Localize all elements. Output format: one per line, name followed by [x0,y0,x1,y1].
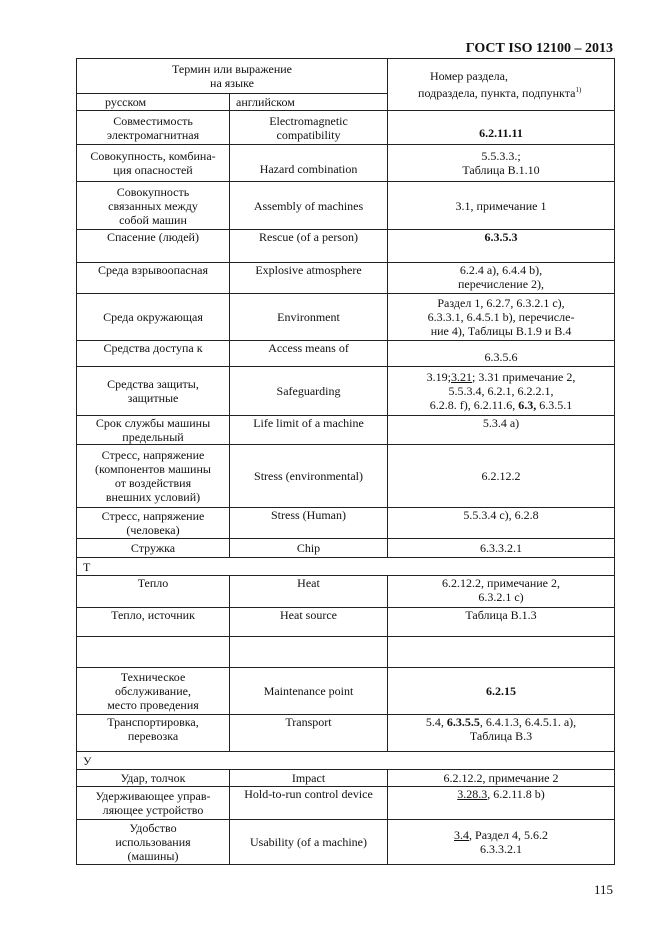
header-russian-cell: русском [77,94,230,111]
ref-line: 6.2.11.11 [479,125,523,140]
term-ru-line: Среда окружающая [103,310,203,324]
empty-row [77,637,615,668]
term-en-cell [230,608,388,637]
ref-line: 6.2.12.2, примечание 2 [443,771,559,785]
letter-section-row [77,752,615,770]
ref-cell [388,787,615,820]
term-ru-line: (человека) [126,523,180,537]
header-ref-line1: Номер раздела, [430,69,508,83]
term-ru-line: (компонентов машины [95,462,211,476]
term-ru-line: Стресс, напряжение [101,448,205,462]
term-en-cell [230,539,388,558]
term-en-cell [230,263,388,294]
header-ref-cell [388,59,615,111]
table-row [77,508,615,539]
ref-part: , 6.2.11.8 b) [487,787,545,801]
term-ru-line: (машины) [127,849,179,863]
term-ru-cell [77,787,230,820]
ref-line: 5.3.4 а) [482,416,520,430]
term-ru-cell [77,608,230,637]
term-en-line: Rescue (of a person) [259,230,358,244]
term-ru-cell [77,263,230,294]
term-ru-line: место проведения [107,698,199,712]
table-row [77,445,615,508]
ref-cell [388,182,615,230]
term-en-cell [230,111,388,145]
term-ru-cell [77,145,230,182]
ref-cell [388,608,615,637]
table-row [77,787,615,820]
table-row [77,230,615,263]
term-ru-cell [77,182,230,230]
term-en-cell [230,145,388,182]
ref-part: 3.19; [426,370,452,384]
ref-line: 5.5.3.4, 6.2.1, 6.2.2.1, [448,384,554,398]
term-en-line: Stress (Human) [271,508,346,522]
glossary-table [76,58,615,865]
term-ru-cell [77,539,230,558]
term-ru-line: внешних условий) [105,490,201,504]
document-header: ГОСТ ISO 12100 – 2013 [465,41,613,56]
term-ru-line: ляющее устройство [102,803,204,817]
ref-line: Таблица В.1.3 [465,608,537,622]
table-row [77,416,615,445]
header-terms-line2: на языке [210,76,254,90]
ref-part: 3.21 [451,370,473,384]
ref-line [391,370,611,384]
ref-part: 6.2.8. f), 6.2.11.6, [429,398,516,412]
ref-cell [388,820,615,865]
term-ru-cell [77,416,230,445]
table-row [77,367,615,416]
table-header-row [77,59,615,94]
term-en-line: Chip [296,541,321,555]
term-en-line: Heat [297,576,320,590]
ref-part: 3.28.3 [457,787,488,801]
term-ru-line: Срок службы машины [95,416,211,430]
term-en-cell [230,820,388,865]
empty-cell [77,637,230,668]
ref-line: 6.3.3.2.1 [480,541,523,555]
term-ru-cell [77,820,230,865]
term-en-line: Stress (environmental) [254,469,363,483]
ref-cell [388,715,615,752]
term-ru-line: Совокупность [116,184,190,199]
table-row [77,770,615,787]
term-en-cell [230,182,388,230]
ref-line [391,398,611,412]
term-ru-line: обслуживание, [115,684,191,698]
ref-line: Таблица В.1.10 [462,163,540,177]
ref-cell [388,341,615,367]
table-row [77,820,615,865]
ref-cell [388,668,615,715]
term-ru-line: электромагнитная [106,127,200,142]
ref-part: ; 3.31 примечание 2, [472,370,576,384]
ref-line: 3.1, примечание 1 [455,198,547,213]
term-ru-line: собой машин [119,212,187,227]
term-en-line: Usability (of a machine) [250,835,367,849]
ref-part: 6.3.5.1 [539,398,573,412]
ref-line: Таблица В.3 [469,729,533,743]
term-ru-line: Стружка [130,541,176,555]
ref-line: Раздел 1, 6.2.7, 6.3.2.1 с), [437,296,565,310]
term-ru-line: Тепло, источник [111,608,195,622]
ref-line: 6.2.4 а), 6.4.4 b), [459,263,543,277]
term-ru-cell [77,230,230,263]
ref-line: 6.3.5.6 [484,349,518,364]
ref-line [391,715,611,729]
term-ru-cell [77,668,230,715]
table-row [77,182,615,230]
term-en-line: Impact [291,771,326,785]
header-terms-line1: Термин или выражение [172,62,292,76]
ref-cell [388,770,615,787]
ref-cell [388,576,615,608]
term-ru-line: предельный [122,430,184,444]
term-ru-cell [77,715,230,752]
term-ru-cell [77,445,230,508]
term-ru-line: Средства защиты, [107,377,199,391]
ref-part: 3.4 [454,828,470,842]
ref-line: ние 4), Таблицы В.1.9 и В.4 [430,324,572,338]
term-ru-line: Техническое [120,670,186,684]
term-ru-cell [77,770,230,787]
term-ru-cell [77,576,230,608]
ref-line: перечисление 2), [457,277,545,291]
section-letter: У [77,752,615,770]
term-en-line: Hazard combination [259,162,358,176]
term-en-cell [230,576,388,608]
table-row [77,294,615,341]
term-ru-line: защитные [127,391,179,405]
term-ru-line: перевозка [127,729,179,743]
term-ru-line: Удобство [129,821,177,835]
header-terms-cell [77,59,388,94]
ref-line: 6.2.15 [486,684,517,698]
term-ru-line: использования [115,835,191,849]
term-en-line: Safeguarding [276,384,341,398]
term-en-line: Hold-to-run control device [244,787,373,801]
ref-cell [388,445,615,508]
term-ru-line: ция опасностей [113,163,193,177]
table-row [77,539,615,558]
term-en-line: Transport [285,715,332,729]
term-ru-cell [77,294,230,341]
term-ru-cell [77,508,230,539]
term-ru-line: связанных между [108,198,198,213]
term-en-line: Electromagnetic [269,113,348,128]
term-ru-line: Транспортировка, [107,715,199,729]
ref-line: 6.3.5.3 [484,230,518,244]
ref-cell [388,230,615,263]
term-en-cell [230,787,388,820]
ref-cell [388,539,615,558]
empty-cell [388,637,615,668]
term-en-cell [230,668,388,715]
term-ru-line: Спасение (людей) [107,230,199,244]
ref-part: 6.3, [518,398,537,412]
ref-line: 6.3.3.2.1 [480,842,523,856]
header-english-cell: английском [230,94,388,111]
table-row [77,111,615,145]
table-row [77,576,615,608]
term-ru-line: Тепло [137,576,169,590]
ref-line: 6.3.3.1, 6.4.5.1 b), перечисле- [427,310,575,324]
term-en-line: Environment [277,310,340,324]
table-row [77,668,615,715]
empty-cell [230,637,388,668]
ref-part: , Раздел 4, 5.6.2 [469,828,548,842]
term-en-line: Life limit of a machine [253,416,364,430]
ref-cell [388,263,615,294]
section-letter: Т [77,558,615,576]
term-ru-line: от воздействия [114,476,192,490]
ref-line: 5.5.3.3.; [481,149,521,163]
ref-cell [388,294,615,341]
term-ru-cell [77,367,230,416]
table-row [77,145,615,182]
term-en-cell [230,770,388,787]
ref-part: 6.3.5.5 [446,715,480,729]
term-ru-line: Удерживающее управ- [95,789,211,803]
term-en-cell [230,367,388,416]
term-en-cell [230,445,388,508]
ref-cell [388,111,615,145]
header-ref-line2-wrap [418,83,611,100]
term-ru-line: Удар, толчок [120,771,186,785]
term-en-cell [230,508,388,539]
table-row [77,608,615,637]
table-row [77,341,615,367]
term-en-line: Heat source [280,608,337,622]
ref-line: 6.3.2.1 с) [478,590,524,604]
ref-line: 5.5.3.4 с), 6.2.8 [463,508,539,522]
term-ru-line: Средства доступа к [103,341,203,355]
table-row [77,263,615,294]
ref-cell [388,416,615,445]
term-en-line: compatibility [276,127,341,142]
term-en-cell [230,294,388,341]
term-en-cell [230,230,388,263]
term-en-cell [230,341,388,367]
ref-cell [388,508,615,539]
term-en-cell [230,416,388,445]
ref-cell [388,145,615,182]
ref-part: 5.4, [425,715,444,729]
term-ru-line: Стресс, напряжение [101,509,205,523]
term-ru-cell [77,341,230,367]
ref-cell [388,367,615,416]
table-row [77,715,615,752]
ref-part: , 6.4.1.3, 6.4.5.1. а), [479,715,577,729]
term-ru-cell [77,111,230,145]
term-en-line: Explosive atmosphere [255,263,362,277]
page-number: 115 [593,882,613,897]
term-en-line: Assembly of machines [253,198,364,213]
term-en-line: Access means of [268,341,349,355]
header-ref-line2: подраздела, пункта, подпункта [418,86,576,100]
term-en-cell [230,715,388,752]
letter-section-row [77,558,615,576]
ref-line [391,828,611,842]
term-ru-line: Совместимость [113,113,193,128]
header-ref-footnote: 1) [575,86,582,94]
ref-line: 6.2.12.2 [481,469,521,483]
term-ru-line: Совокупность, комбина- [90,149,216,163]
term-en-line: Maintenance point [263,684,354,698]
term-ru-line: Среда взрывоопасная [98,263,208,277]
ref-line [391,787,611,801]
ref-line: 6.2.12.2, примечание 2, [442,576,561,590]
